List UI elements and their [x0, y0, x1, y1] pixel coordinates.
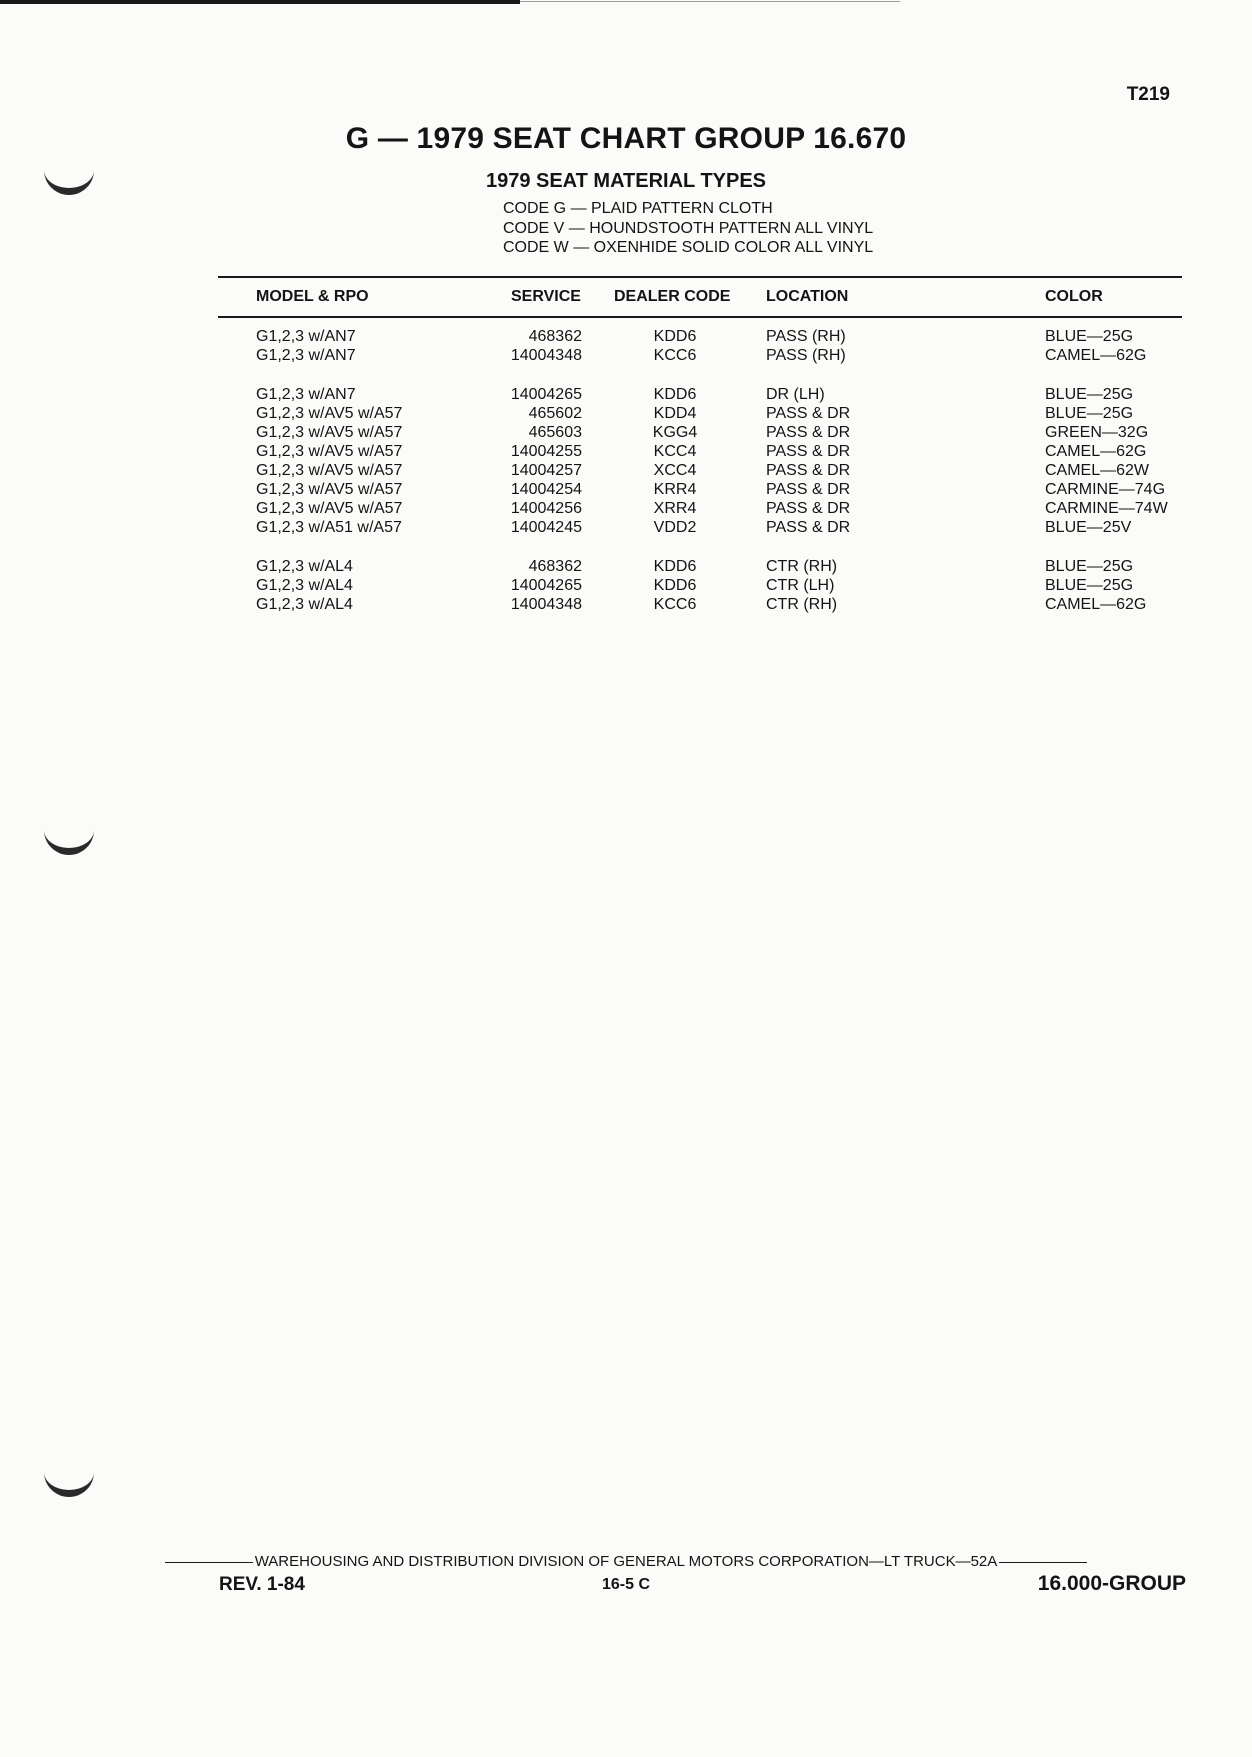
footer-rule-left — [165, 1562, 253, 1563]
footer-rule-right — [999, 1562, 1087, 1563]
table-header-rule — [218, 316, 1182, 318]
cell-model: G1,2,3 w/AN7 — [256, 328, 356, 345]
group-number: 16.000-GROUP — [1037, 1572, 1186, 1595]
cell-dealer-code: KDD6 — [653, 558, 697, 575]
cell-service: 465603 — [528, 424, 582, 441]
cell-color: BLUE—25G — [1045, 558, 1134, 575]
page-number: T219 — [1126, 84, 1170, 105]
cell-service: 14004348 — [510, 596, 582, 613]
cell-model: G1,2,3 w/AV5 w/A57 — [256, 500, 403, 517]
cell-color: CAMEL—62G — [1045, 443, 1147, 460]
column-header-model: MODEL & RPO — [256, 288, 369, 305]
cell-model: G1,2,3 w/AV5 w/A57 — [256, 462, 403, 479]
cell-dealer-code: KCC6 — [653, 347, 697, 364]
cell-service: 14004257 — [510, 462, 582, 479]
cell-location: PASS & DR — [766, 519, 851, 536]
page-title: G — 1979 SEAT CHART GROUP 16.670 — [345, 122, 907, 155]
footer-division-text: WAREHOUSING AND DISTRIBUTION DIVISION OF GENERAL MOTORS CORPORATION—LT TRUCK—52A — [254, 1553, 998, 1570]
cell-color: GREEN—32G — [1045, 424, 1149, 441]
cell-dealer-code: KGG4 — [652, 424, 698, 441]
section-subtitle: 1979 SEAT MATERIAL TYPES — [485, 170, 767, 192]
cell-service: 465602 — [528, 405, 582, 422]
cell-color: CAMEL—62G — [1045, 347, 1147, 364]
cell-color: BLUE—25G — [1045, 328, 1134, 345]
cell-location: PASS & DR — [766, 481, 851, 498]
cell-dealer-code: VDD2 — [653, 519, 697, 536]
cell-dealer-code: KCC6 — [653, 596, 697, 613]
column-header-color: COLOR — [1045, 288, 1103, 305]
cell-model: G1,2,3 w/AN7 — [256, 347, 356, 364]
cell-location: PASS & DR — [766, 500, 851, 517]
cell-dealer-code: KRR4 — [653, 481, 697, 498]
cell-service: 14004265 — [510, 386, 582, 403]
cell-location: DR (LH) — [766, 386, 825, 403]
cell-location: PASS & DR — [766, 443, 851, 460]
footer-division-line — [0, 1553, 1252, 1570]
cell-location: CTR (LH) — [766, 577, 835, 594]
cell-location: PASS (RH) — [766, 347, 846, 364]
material-code-item: CODE G — PLAID PATTERN CLOTH — [503, 200, 773, 217]
cell-color: CARMINE—74W — [1045, 500, 1168, 517]
table-top-rule — [218, 276, 1182, 278]
column-header-dealer-code: DEALER CODE — [614, 288, 731, 305]
cell-model: G1,2,3 w/A51 w/A57 — [256, 519, 402, 536]
cell-service: 468362 — [528, 328, 582, 345]
page-reference: 16-5 C — [601, 1576, 651, 1593]
cell-color: BLUE—25G — [1045, 577, 1134, 594]
column-header-location: LOCATION — [766, 288, 849, 305]
material-code-item: CODE W — OXENHIDE SOLID COLOR ALL VINYL — [503, 239, 874, 256]
cell-location: PASS & DR — [766, 424, 851, 441]
cell-location: CTR (RH) — [766, 596, 838, 613]
cell-color: CAMEL—62W — [1045, 462, 1150, 479]
cell-location: CTR (RH) — [766, 558, 838, 575]
cell-service: 14004256 — [510, 500, 582, 517]
cell-color: BLUE—25G — [1045, 405, 1134, 422]
cell-service: 14004255 — [510, 443, 582, 460]
cell-color: CARMINE—74G — [1045, 481, 1166, 498]
cell-dealer-code: XCC4 — [653, 462, 697, 479]
cell-model: G1,2,3 w/AV5 w/A57 — [256, 424, 403, 441]
cell-service: 14004265 — [510, 577, 582, 594]
cell-color: BLUE—25V — [1045, 519, 1132, 536]
cell-dealer-code: XRR4 — [653, 500, 697, 517]
cell-dealer-code: KDD6 — [653, 577, 697, 594]
cell-model: G1,2,3 w/AV5 w/A57 — [256, 443, 403, 460]
binder-hole-mark — [44, 1460, 94, 1497]
material-code-item: CODE V — HOUNDSTOOTH PATTERN ALL VINYL — [503, 219, 874, 237]
binder-hole-mark — [44, 818, 94, 855]
cell-service: 14004245 — [510, 519, 582, 536]
material-code-list — [503, 199, 873, 258]
cell-color: CAMEL—62G — [1045, 596, 1147, 613]
cell-color: BLUE—25G — [1045, 386, 1134, 403]
cell-dealer-code: KCC4 — [653, 443, 697, 460]
cell-model: G1,2,3 w/AV5 w/A57 — [256, 481, 403, 498]
cell-model: G1,2,3 w/AV5 w/A57 — [256, 405, 403, 422]
cell-service: 14004254 — [510, 481, 582, 498]
cell-model: G1,2,3 w/AL4 — [256, 596, 353, 613]
cell-location: PASS & DR — [766, 462, 851, 479]
cell-service: 14004348 — [510, 347, 582, 364]
cell-location: PASS & DR — [766, 405, 851, 422]
cell-dealer-code: KDD6 — [653, 386, 697, 403]
cell-model: G1,2,3 w/AL4 — [256, 577, 353, 594]
top-edge-line — [0, 0, 520, 4]
column-header-service: SERVICE — [511, 288, 581, 305]
cell-dealer-code: KDD4 — [653, 405, 697, 422]
cell-model: G1,2,3 w/AL4 — [256, 558, 353, 575]
cell-service: 468362 — [528, 558, 582, 575]
top-edge-line-faint — [520, 1, 900, 2]
cell-model: G1,2,3 w/AN7 — [256, 386, 356, 403]
cell-dealer-code: KDD6 — [653, 328, 697, 345]
revision-label: REV. 1-84 — [219, 1574, 305, 1595]
cell-location: PASS (RH) — [766, 328, 846, 345]
